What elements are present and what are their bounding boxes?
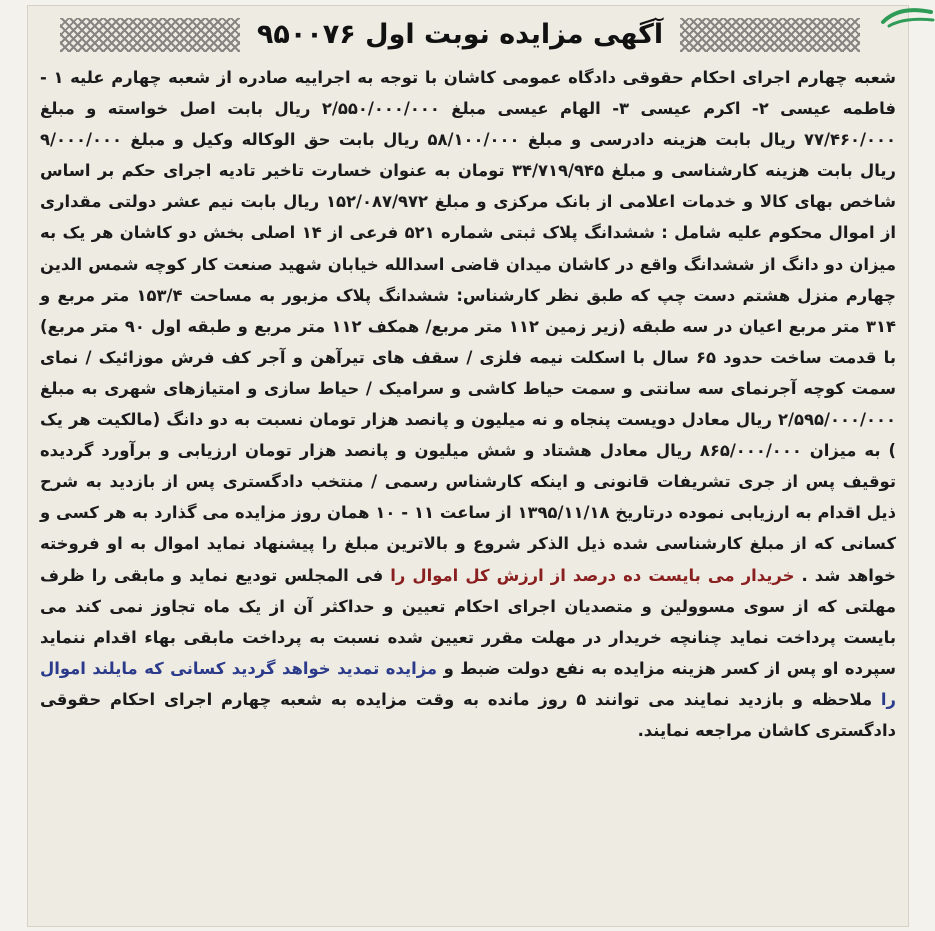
crosshatch-pattern-right — [680, 18, 860, 52]
pen-mark-icon — [875, 0, 935, 30]
notice-paragraph-2: فی المجلس تودیع نماید و مابقی را ظرف مهلتی که از سوی مسوولین و متصدیان اجرای احکام تعیین و حداکثر آن از یک ماه تجاوز نمی کند می بایست پرداخت نماید چنانچه خریدار در مهلت مقرر تعیین شده نسبت به پرداخت مابقی بهاء اقدام ننماید سپرده او پس از کسر هزینه مزایده به نفع دولت ضبط و — [40, 565, 896, 678]
notice-highlight-red: خریدار می بایست ده درصد از ارزش کل اموال را — [390, 565, 795, 585]
notice-paragraph-1: شعبه چهارم اجرای احکام حقوقی دادگاه عمومی کاشان با توجه به اجراییه صادره از شعبه چهارم علیه ۱ - فاطمه عیسی ۲- اکرم عیسی ۳- الهام عیسی مبلغ ۲/۵۵۰/۰۰۰/۰۰۰ ریال بابت اصل خواسته و مبلغ ۷۷/۴۶۰/۰۰۰ ریال بابت هزینه دادرسی و مبلغ ۵۸/۱۰۰/۰۰۰ ریال بابت حق الوکاله وکیل و مبلغ ۹/۰۰۰/۰۰۰ ریال بابت هزینه کارشناسی و مبلغ ۳۴/۷۱۹/۹۴۵ تومان به عنوان خسارت تاخیر تادیه اجرای حکم بر اساس شاخص بهای کالا و خدمات اعلامی از بانک مرکزی و مبلغ ۱۵۲/۰۸۷/۹۷۲ ریال بابت نیم عشر دولتی مقداری از اموال محکوم علیه شامل : ششدانگ پلاک ثبتی شماره ۵۲۱ فرعی از ۱۴ اصلی بخش دو کاشان هر یک به میزان دو دانگ از ششدانگ واقع در کاشان میدان قاضی اسدالله خیابان شهید صنعت کار کوچه شمس الدین چهارم منزل هشتم دست چپ که طبق نظر کارشناس: ششدانگ پلاک مزبور به مساحت ۱۵۳/۴ متر مربع و ۳۱۴ متر مربع اعیان در سه طبقه (زیر زمین ۱۱۲ متر مربع/ همکف ۱۱۲ متر مربع و طبقه اول ۹۰ متر مربع) با قدمت ساخت حدود ۶۵ سال با اسکلت نیمه فلزی / سقف های تیرآهن و آجر کف فرش موزائیک / نمای سمت کوچه آجرنمای سه سانتی و سمت حیاط کاشی و سرامیک / حیاط سازی و امتیازهای شهری به مبلغ ۲/۵۹۵/۰۰۰/۰۰۰ ریال معادل دویست پنجاه و نه میلیون و پانصد هزار تومان نسبت به دو دانگ (مالکیت هر یک ) به میزان ۸۶۵/۰۰۰/۰۰۰ ریال معادل هشتاد و شش میلیون و پانصد هزار تومان ارزیابی و برآورد گردیده توقیف پس از جری تشریفات قانونی و اینکه کارشناس رسمی / منتخب دادگستری پس از بازدید به شرح ذیل اقدام به ارزیابی نموده درتاریخ ۱۳۹۵/۱۱/۱۸ از ساعت ۱۱ - ۱۰ همان روز مزایده می گذارد به هر کسی و کسانی که از مبلغ کارشناسی شده ذیل الذکر شروع و بالاترین مبلغ را پیشنهاد نماید اموال به او فروخته خواهد شد . — [40, 68, 897, 585]
notice-body — [40, 62, 896, 746]
title-bar — [60, 8, 860, 60]
crosshatch-pattern-left — [60, 18, 240, 52]
notice-highlight-blue: مزایده تمدید خواهد گردید کسانی که مایلند اموال را — [40, 658, 896, 709]
notice-title: آگهی مزایده نوبت اول ۹۵۰۰۷۶ — [241, 19, 679, 50]
notice-paragraph-3: ملاحظه و بازدید نمایند می توانند ۵ روز مانده به وقت مزایده به شعبه چهارم اجرای احکام حقوقی دادگستری کاشان مراجعه نمایند. — [40, 689, 896, 740]
